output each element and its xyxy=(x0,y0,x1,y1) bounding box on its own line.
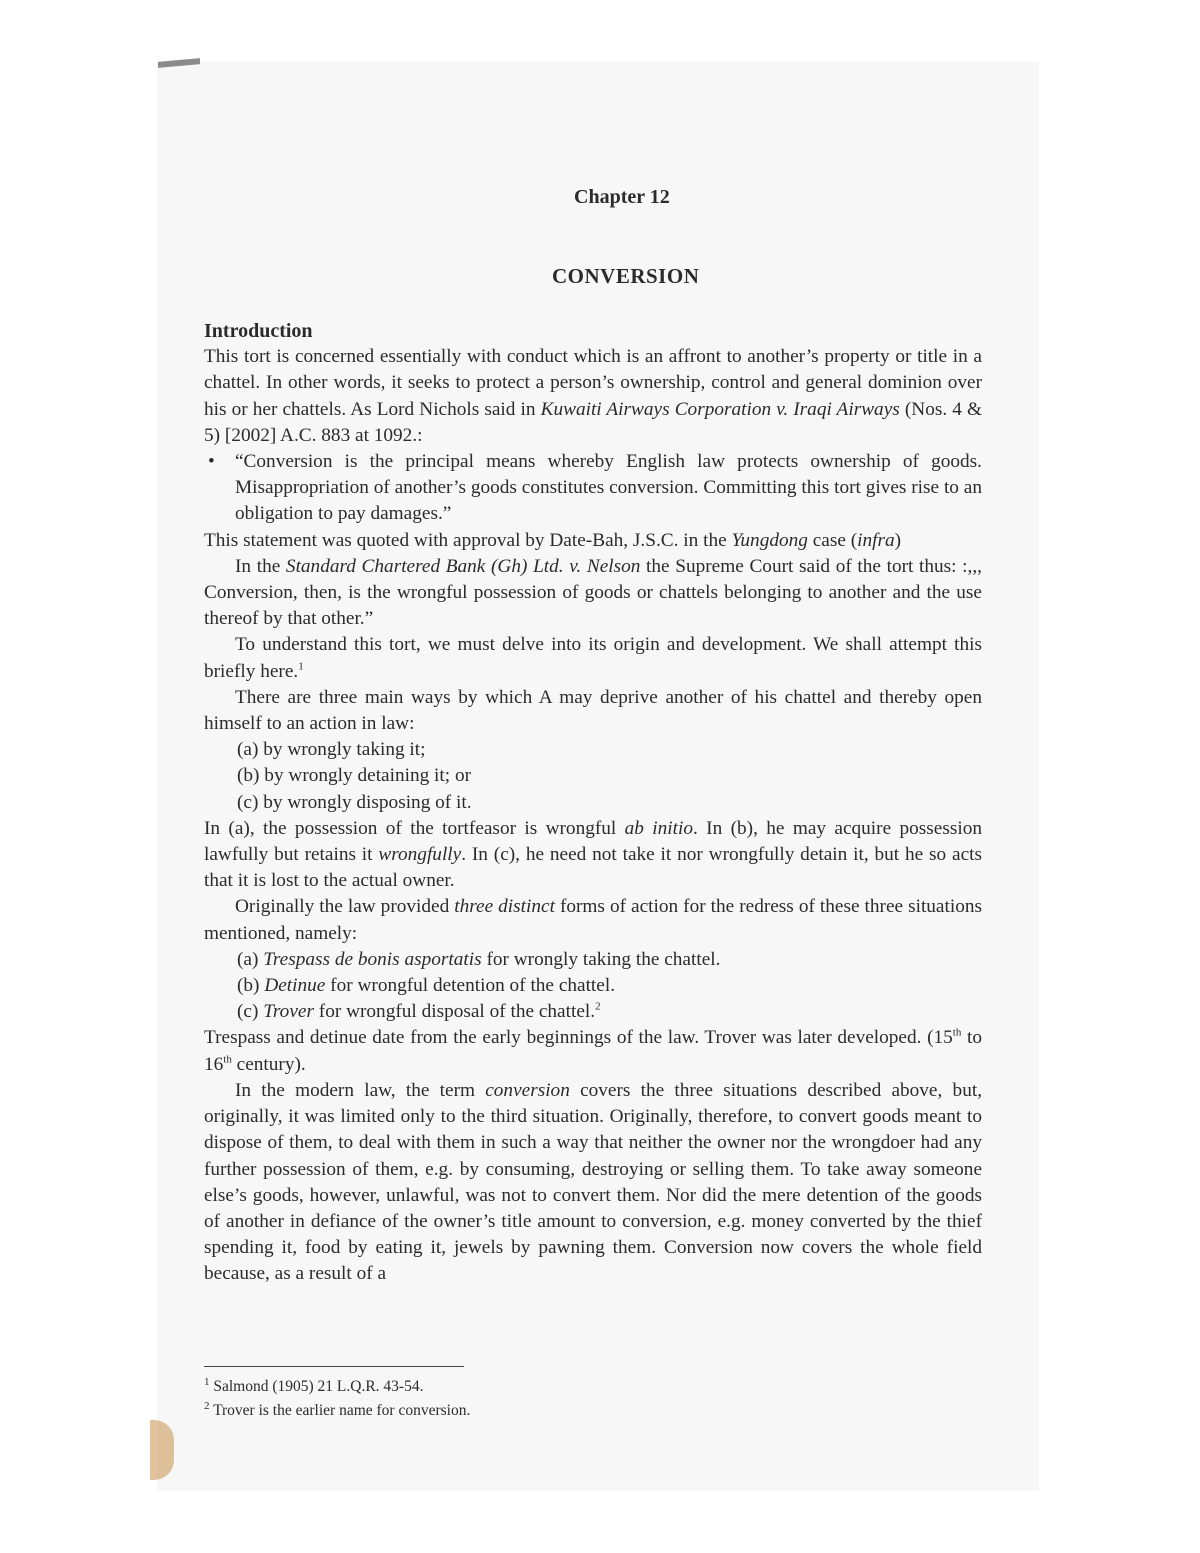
paragraph-3-b: the Supreme Court said of the tort thus: :,,, Conversion, then, is the wrongful possession of goods or chattels belonging to another and the use thereof by that other.” xyxy=(204,555,982,630)
paragraph-4 xyxy=(204,632,982,684)
paragraph-8-a: Trespass and detinue date from the early beginnings of the law. Trover was later developed. (15 xyxy=(204,1027,953,1049)
actions-item-rest: for wrongful detention of the chattel. xyxy=(325,975,616,997)
paragraph-8 xyxy=(204,1025,982,1077)
paragraph-9-a: In the modern law, the term xyxy=(235,1079,486,1101)
actions-item-name: Trover xyxy=(263,1001,314,1023)
footnote-text: Trover is the earlier name for conversion. xyxy=(209,1402,471,1419)
paragraph-1-a: This tort is concerned essentially with conduct which is an affront to another’s property or title in a chattel. In other words, it seeks to protect a person’s ownership, control and general dominion over his or her chattels. As Lord Nichols said in xyxy=(204,346,982,420)
paragraph-1 xyxy=(204,344,982,449)
actions-item-name: Detinue xyxy=(264,975,326,997)
ways-item: (a) by wrongly taking it; xyxy=(237,739,426,761)
actions-item xyxy=(237,973,982,999)
actions-item-label: (c) xyxy=(237,1001,264,1023)
quote-block xyxy=(204,449,982,528)
paragraph-7-a: Originally the law provided xyxy=(235,896,455,918)
paragraph-6-b: . In (b), he may acquire possession lawfully but retains it xyxy=(204,817,982,866)
paragraph-1-b: (Nos. 4 & 5) [2002] A.C. 883 at 1092.: xyxy=(204,398,982,446)
paragraph-5: There are three main ways by which A may deprive another of his chattel and thereby open himself to an action in law: xyxy=(204,686,982,735)
ways-item: (c) by wrongly disposing of it. xyxy=(237,791,472,813)
footnote xyxy=(204,1375,424,1396)
bullet-icon: • xyxy=(208,451,215,473)
actions-item xyxy=(237,999,982,1025)
footnote xyxy=(204,1399,471,1420)
case-standard-chartered: Standard Chartered Bank (Gh) Ltd. v. Nelson xyxy=(285,555,641,577)
infra-word: infra xyxy=(857,529,895,551)
quote-text: “Conversion is the principal means whereby English law protects ownership of goods. Misappropriation of another’s goods constitutes conversion. Committing this tort gives rise to an obligation to pay damages.” xyxy=(235,451,982,525)
paragraph-2-b: case ( xyxy=(807,529,858,551)
paragraph-8-c: century). xyxy=(231,1053,306,1075)
document-body xyxy=(204,318,982,1288)
conversion-word: conversion xyxy=(485,1079,570,1101)
paragraph-4-text: To understand this tort, we must delve into its origin and development. We shall attempt this briefly here. xyxy=(204,634,982,682)
chapter-title: CONVERSION xyxy=(552,264,700,288)
paragraph-2 xyxy=(204,528,982,554)
paragraph-9 xyxy=(204,1078,982,1288)
three-distinct: three distinct xyxy=(454,896,555,918)
chapter-number: Chapter 12 xyxy=(574,186,670,208)
actions-item-rest: for wrongly taking the chattel. xyxy=(481,948,721,970)
footnote-ref-2: 2 xyxy=(595,1000,601,1013)
paragraph-3-a: In the xyxy=(235,555,286,577)
paragraph-6-c: . In (c), he need not take it nor wrongfully detain it, but he so acts that it is lost to the actual owner. xyxy=(204,844,982,892)
case-kuwaiti: Kuwaiti Airways Corporation v. Iraqi Airways xyxy=(540,398,900,420)
case-yungdong: Yungdong xyxy=(731,529,808,551)
paragraph-3 xyxy=(204,554,982,633)
ab-initio: ab initio xyxy=(624,817,693,839)
footnote-ref-1: 1 xyxy=(298,660,304,673)
actions-item-rest: for wrongful disposal of the chattel. xyxy=(313,1001,596,1023)
superscript-th: th xyxy=(223,1053,232,1066)
thumb xyxy=(150,1420,174,1480)
footnote-number: 2 xyxy=(204,1399,210,1412)
paragraph-2-c: ) xyxy=(894,529,902,551)
ways-list xyxy=(204,737,982,816)
wrongfully-word: wrongfully xyxy=(378,844,462,866)
superscript-th: th xyxy=(952,1027,962,1040)
footnote-number: 1 xyxy=(204,1375,210,1388)
actions-item-label: (b) xyxy=(237,975,265,997)
footnote-rule xyxy=(204,1366,464,1367)
ways-item: (b) by wrongly detaining it; or xyxy=(237,765,472,787)
paragraph-7-b: forms of action for the redress of these three situations mentioned, namely: xyxy=(204,896,982,944)
actions-item xyxy=(237,947,982,973)
paragraph-8-b: to 16 xyxy=(204,1027,983,1075)
paragraph-7 xyxy=(204,894,982,946)
paragraph-2-a: This statement was quoted with approval by Date-Bah, J.S.C. in the xyxy=(204,529,732,551)
section-heading: Introduction xyxy=(204,320,313,342)
paragraph-6-a: In (a), the possession of the tortfeasor is wrongful xyxy=(204,817,625,839)
paragraph-6 xyxy=(204,816,982,895)
actions-list xyxy=(204,947,982,1026)
paragraph-9-b: covers the three situations described above, but, originally, it was limited only to the third situation. Originally, therefore, to convert goods meant to dispose of them, to deal with them in such a way that neither the owner nor the wrongdoer had any further possession of them, e.g. by consuming, destroying or selling them. To take away someone else’s goods, however, unlawful, was not to convert them. Nor did the mere detention of the goods of another in defiance of the owner’s title amount to conversion, e.g. money converted by the thief spending it, food by eating it, jewels by pawning them. Conversion now covers the whole field because, as a result of a xyxy=(204,1079,983,1285)
actions-item-label: (a) xyxy=(237,948,264,970)
footnote-text: Salmond (1905) 21 L.Q.R. 43-54. xyxy=(209,1378,424,1395)
actions-item-name: Trespass de bonis asportatis xyxy=(263,948,482,970)
